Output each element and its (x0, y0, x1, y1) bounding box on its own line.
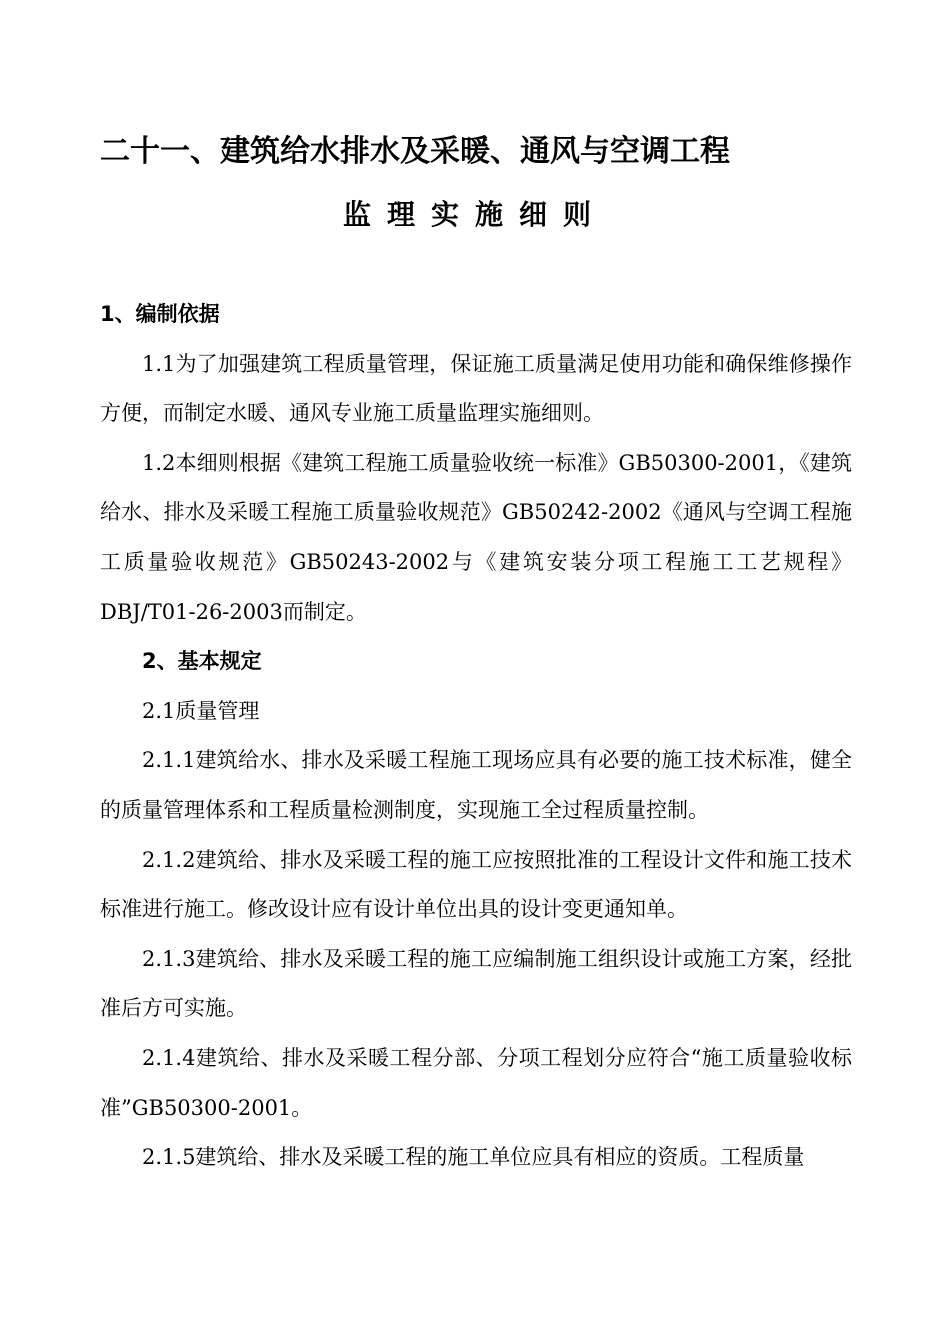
document-subtitle: 监理实施细则 (342, 198, 607, 231)
paragraph: 2.1.2建筑给、排水及采暖工程的施工应按照批准的工程设计文件和施工技术标准进行施工。修改设计应有设计单位出具的设计变更通知单。 (100, 847, 852, 922)
section-heading: 1、编制依据 (100, 302, 220, 326)
section-heading: 2、基本规定 (142, 649, 262, 674)
paragraph: 2.1.1建筑给水、排水及采暖工程施工现场应具有必要的施工技术标准，健全的质量管理体系和工程质量检测制度，实现施工全过程质量控制。 (100, 748, 852, 822)
subsection-heading: 2.1质量管理 (142, 698, 260, 723)
document-body (100, 290, 852, 1183)
document-title: 二十一、建筑给水排水及采暖、通风与空调工程 (100, 134, 730, 169)
paragraph: 2.1.3建筑给、排水及采暖工程的施工应编制施工组织设计或施工方案，经批准后方可实施。 (100, 946, 852, 1021)
paragraph: 1.1为了加强建筑工程质量管理，保证施工质量满足使用功能和确保维修操作方便，而制定水暖、通风专业施工质量监理实施细则。 (100, 351, 852, 426)
paragraph: 2.1.5建筑给、排水及采暖工程的施工单位应具有相应的资质。工程质量 (142, 1145, 805, 1170)
paragraph: 1.2本细则根据《建筑工程施工质量验收统一标准》GB50300-2001，《建筑给水、排水及采暖工程施工质量验收规范》GB50242-2002《通风与空调工程施工质量验收规范》GB50243-2002与《建筑安装分项工程施工工艺规程》DBJ/T01-26-2003而制定。 (100, 450, 852, 624)
paragraph: 2.1.4建筑给、排水及采暖工程分部、分项工程划分应符合“施工质量验收标准”GB50300-2001。 (100, 1045, 852, 1120)
